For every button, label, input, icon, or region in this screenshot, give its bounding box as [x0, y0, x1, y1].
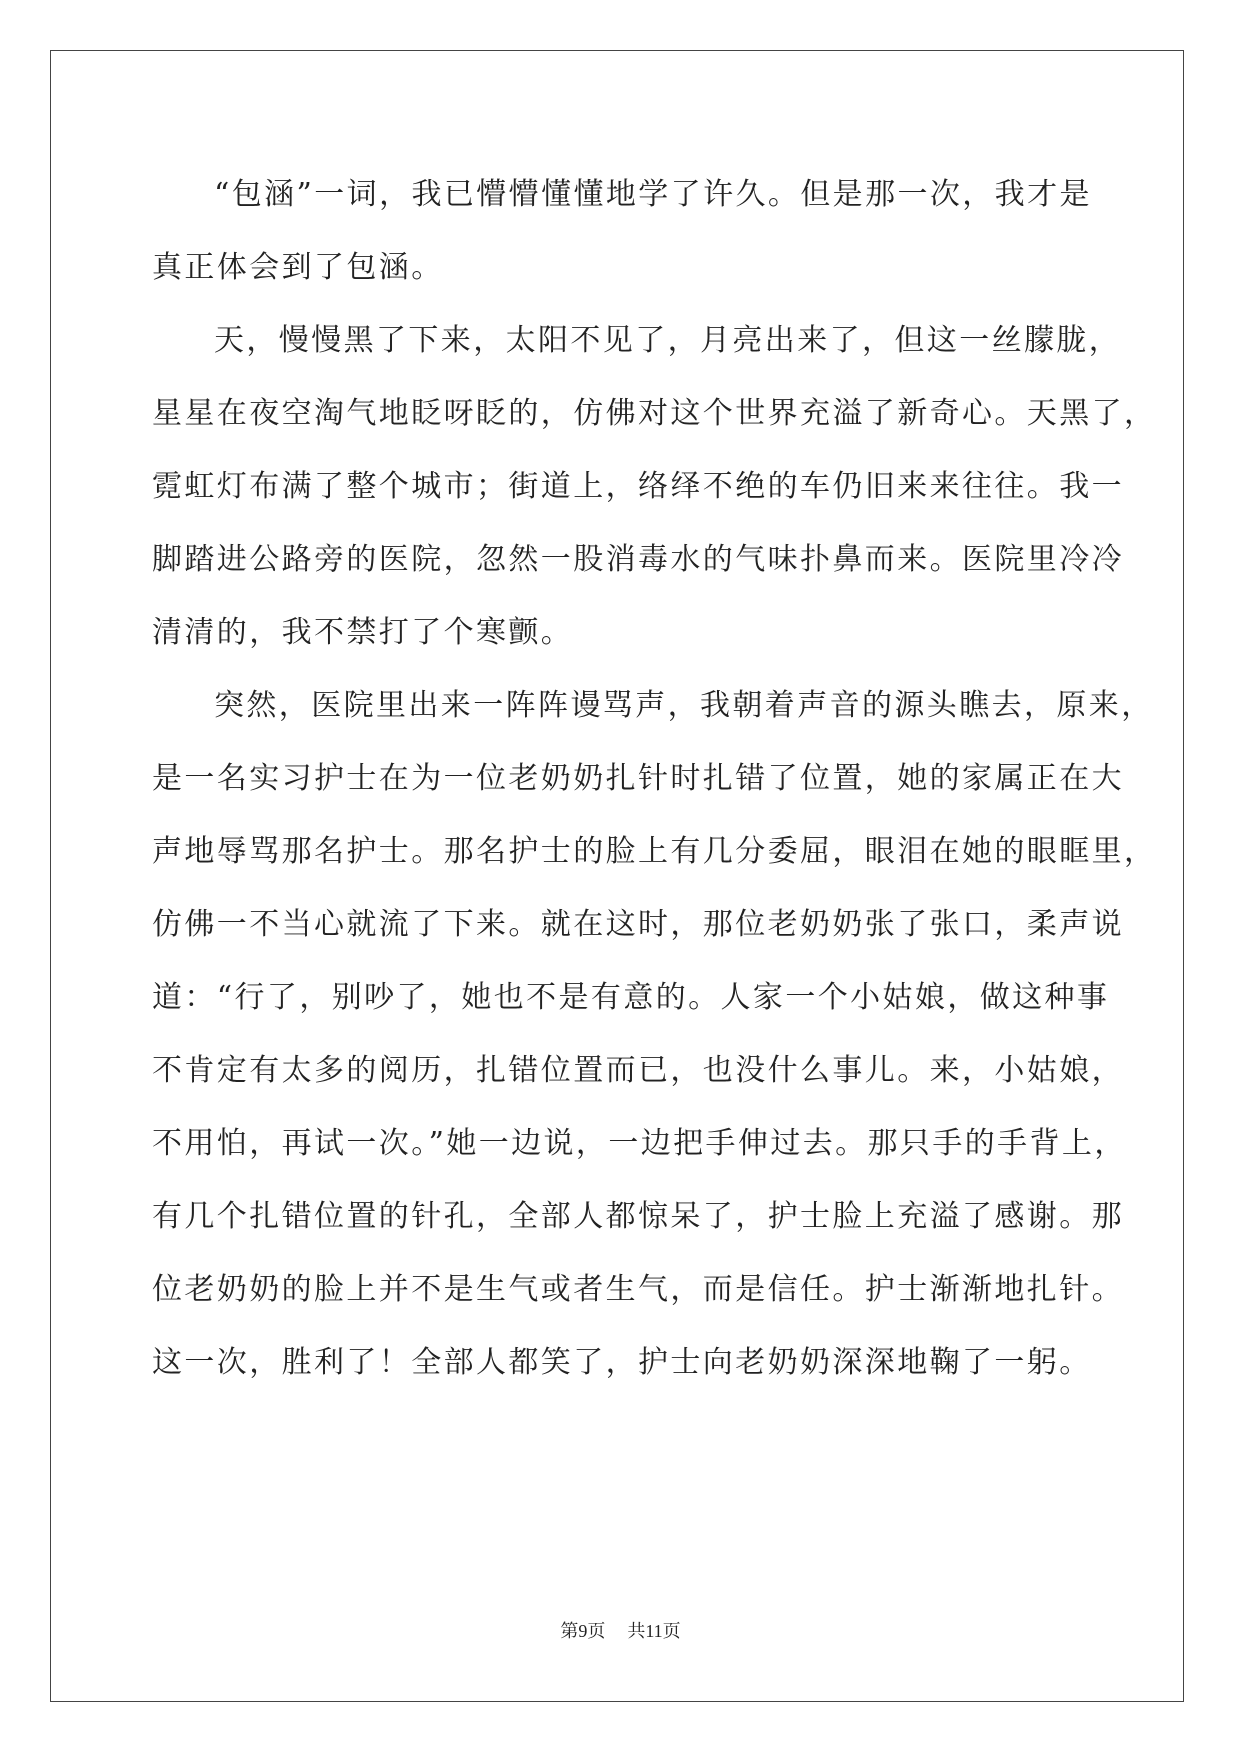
text-line: “包涵”一词，我已懵懵懂懂地学了许久。但是那一次，我才是 — [214, 177, 1092, 212]
text-line: 不用怕，再试一次。”她一边说，一边把手伸过去。那只手的手背上， — [152, 1126, 1127, 1161]
text-line: 真正体会到了包涵。 — [152, 250, 444, 285]
text-line: 是一名实习护士在为一位老奶奶扎针时扎错了位置，她的家属正在大 — [152, 761, 1124, 796]
text-line: 突然，医院里出来一阵阵谩骂声，我朝着声音的源头瞧去，原来， — [214, 688, 1154, 723]
text-line: 声地辱骂那名护士。那名护士的脸上有几分委屈，眼泪在她的眼眶里， — [152, 834, 1157, 869]
paragraph-3 — [152, 669, 1157, 1399]
text-line: 霓虹灯布满了整个城市；街道上，络绎不绝的车仍旧来来往往。我一 — [152, 469, 1124, 504]
text-line: 位老奶奶的脸上并不是生气或者生气，而是信任。护士渐渐地扎针。 — [152, 1272, 1124, 1307]
text-line: 仿佛一不当心就流了下来。就在这时，那位老奶奶张了张口，柔声说 — [152, 907, 1124, 942]
text-line: 清清的，我不禁打了个寒颤。 — [152, 615, 574, 650]
paragraph-2 — [152, 304, 1157, 669]
page-footer — [0, 1617, 1241, 1643]
text-line: 道：“行了，别吵了，她也不是有意的。人家一个小姑娘，做这种事 — [152, 980, 1110, 1015]
text-line: 脚踏进公路旁的医院，忽然一股消毒水的气味扑鼻而来。医院里冷冷 — [152, 542, 1124, 577]
text-line: 天，慢慢黑了下来，太阳不见了，月亮出来了，但这一丝朦胧， — [214, 323, 1122, 358]
body-text — [152, 158, 1157, 1399]
text-line: 有几个扎错位置的针孔，全部人都惊呆了，护士脸上充溢了感谢。那 — [152, 1199, 1124, 1234]
page-total: 共11页 — [627, 1621, 681, 1641]
page-number: 第9页 — [560, 1621, 606, 1641]
text-line: 星星在夜空淘气地眨呀眨的，仿佛对这个世界充溢了新奇心。天黑了， — [152, 396, 1157, 431]
text-line: 这一次，胜利了！全部人都笑了，护士向老奶奶深深地鞠了一躬。 — [152, 1345, 1092, 1380]
text-line: 不肯定有太多的阅历，扎错位置而已，也没什么事儿。来，小姑娘， — [152, 1053, 1124, 1088]
paragraph-1 — [152, 158, 1102, 304]
